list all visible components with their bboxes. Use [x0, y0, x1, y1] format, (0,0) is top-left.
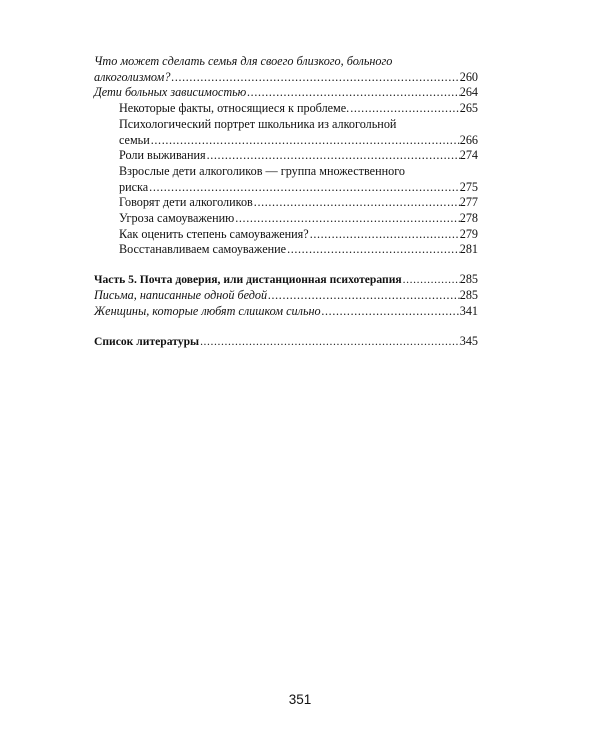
toc-entry-title: Восстанавливаем самоуважение	[119, 242, 287, 257]
toc-leader-dots	[246, 85, 459, 101]
toc-entry	[94, 211, 478, 227]
toc-entry	[94, 70, 478, 86]
toc-entry-title: Роли выживания	[119, 148, 206, 163]
toc-entry-title: Женщины, которые любят слишком сильно	[94, 303, 321, 318]
toc-entry	[94, 242, 478, 258]
toc-leader-dots	[402, 272, 460, 288]
toc-entry-title: Говорят дети алкоголиков	[119, 195, 253, 210]
toc-entry-title: Некоторые факты, относящиеся к проблеме.	[119, 101, 350, 116]
toc-entry-title: алкоголизмом?	[94, 69, 171, 84]
toc-entry-title: Письма, написанные одной бедой	[94, 287, 268, 302]
toc-leader-dots	[309, 227, 460, 243]
toc-page-number: 260	[459, 69, 478, 84]
toc-entry	[94, 195, 478, 211]
toc-leader-dots	[349, 101, 459, 117]
toc-leader-dots	[170, 70, 459, 86]
toc-entry	[94, 180, 478, 196]
toc-page-number: 285	[459, 272, 478, 287]
table-of-contents	[94, 54, 478, 350]
toc-leader-dots	[234, 211, 459, 227]
toc-entry-line: Взрослые дети алкоголиков — группа множественного	[119, 163, 406, 178]
toc-leader-dots	[148, 180, 460, 196]
toc-leader-dots	[206, 148, 460, 164]
toc-leader-dots	[150, 133, 460, 149]
toc-page-number: 265	[459, 101, 478, 116]
toc-page-number: 278	[459, 211, 478, 226]
toc-entry	[94, 85, 478, 101]
toc-page-number: 277	[459, 195, 478, 210]
toc-page-number: 274	[459, 148, 478, 163]
toc-entry-title: риска	[119, 179, 149, 194]
toc-leader-dots	[267, 288, 460, 304]
toc-leader-dots	[253, 195, 460, 211]
toc-leader-dots	[321, 304, 460, 320]
toc-page-number: 266	[459, 132, 478, 147]
toc-entry-line: Психологический портрет школьника из алкогольной	[119, 116, 397, 131]
toc-page-number: 341	[459, 303, 478, 318]
toc-entry-title: семьи	[119, 132, 150, 147]
toc-bibliography-entry	[94, 334, 478, 350]
toc-entry-title: Дети больных зависимостью	[94, 85, 247, 100]
toc-part-entry	[94, 272, 478, 288]
toc-entry	[94, 227, 478, 243]
toc-entry-title: Часть 5. Почта доверия, или дистанционная психотерапия	[94, 273, 402, 287]
toc-entry	[94, 148, 478, 164]
toc-page-number: 279	[459, 226, 478, 241]
toc-entry-title: Список литературы	[94, 335, 200, 349]
toc-page-number: 275	[459, 179, 478, 194]
toc-leader-dots	[286, 242, 460, 258]
toc-entry	[94, 133, 478, 149]
toc-leader-dots	[199, 334, 460, 350]
page-number: 351	[288, 692, 312, 707]
toc-entry-title: Угроза самоуважению	[119, 211, 235, 226]
toc-page-number: 345	[459, 334, 478, 349]
toc-entry-line: Что может сделать семья для своего близкого, больного	[94, 54, 393, 68]
toc-page-number: 285	[459, 287, 478, 302]
toc-entry	[94, 304, 478, 320]
toc-page-number: 264	[459, 85, 478, 100]
toc-entry	[94, 288, 478, 304]
toc-entry-title: Как оценить степень самоуважения?	[119, 226, 309, 241]
toc-entry	[94, 101, 478, 117]
toc-page-number: 281	[459, 242, 478, 257]
